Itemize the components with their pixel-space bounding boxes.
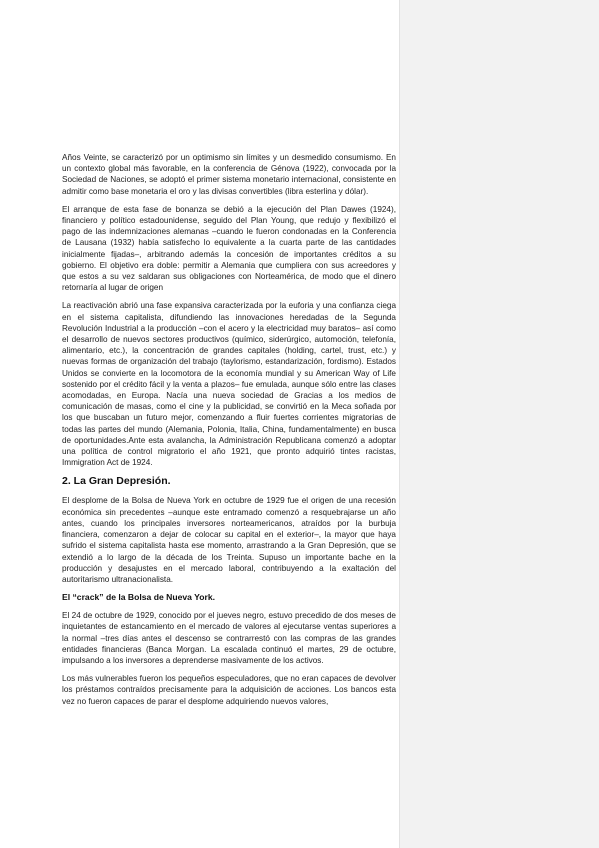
comment-pane: [399, 0, 599, 848]
document-body: [62, 152, 396, 714]
paragraph-desplome-bolsa: El desplome de la Bolsa de Nueva York en octubre de 1929 fue el origen de una recesión económica sin precedentes –aunque este entramado comenzó a resquebrajarse un año antes, cuando los principales inversores norteamericanos, atraídos por la burbuja financiera, comenzaron a dejar de colocar su capital en el exterior–, la mayor que haya sufrido el sistema capitalista hasta ese momento, arrastrando a la Gran Depresión, que se extendió a lo largo de la década de los Treinta. Supuso un importante bache en la producción y desajustes en el mercado laboral, contribuyendo a la exaltación del autoritarismo ultranacionalista.: [62, 496, 396, 584]
section-heading-gran-depresion: 2. La Gran Depresión.: [62, 475, 171, 488]
paragraph-anos-veinte: Años Veinte, se caracterizó por un optimismo sin límites y un desmedido consumismo. En un contexto global más favorable, en la conferencia de Génova (1922), convocada por la Sociedad de Naciones, se adoptó el primer sistema monetario internacional, consistente en admitir como base monetaria el oro y las divisas convertibles (libra esterlina y dólar).: [62, 153, 396, 196]
paragraph-reactivacion: La reactivación abrió una fase expansiva caracterizada por la euforia y una confianza ciega en el sistema capitalista, difundiendo las innovaciones heredadas de la Segunda Revolución Industrial a la producción –con el acero y la electricidad muy baratos– así como el desarrollo de nuevos sectores productivos (químico, siderúrgico, automoción, telefonía, alimentario, etc.), la concentración de grandes capitales (holding, cartel, trust, etc.) y nuevas formas de organización del trabajo (taylorismo, estandarización, fordismo). Estados Unidos se convierte en la locomotora de la economía mundial y su American Way of Life sostenido por el crédito fácil y la venta a plazos– fue emulada, aunque sólo entre las clases acomodadas, en Europa. Nacía una nueva sociedad de Gracias a los medios de comunicación de masas, como el cine y la publicidad, se convirtió en la Meca soñada por los que buscaban un futuro mejor, comenzando a fluir fuertes corrientes migratorias de todas las partes del mundo (Alemania, Polonia, Italia, China, fundamentalmente) en busca de oportunidades.Ante esta avalancha, la Administración Republicana comenzó a adoptar una política de control migratorio el año 1921, que pronto adquirió tintes racistas, Immigration Act de 1924.: [62, 301, 396, 468]
paragraph-jueves-negro: El 24 de octubre de 1929, conocido por el jueves negro, estuvo precedido de dos meses de inquietantes de estancamiento en el mercado de valores al ejecutarse ventas superiores a la normal –tres días antes el descenso se contrarrestó con las compras de las grandes entidades financieras (Banca Morgan. La escalada continuó el martes, 29 de octubre, impulsando a los inversores a deprenderse masivamente de los activos.: [62, 611, 396, 665]
paragraph-plan-dawes: El arranque de esta fase de bonanza se debió a la ejecución del Plan Dawes (1924), financiero y político estadounidense, seguido del Plan Young, que redujo y flexibilizó el pago de las indemnizaciones alemanas –cuando le fueron condonadas en la Conferencia de Lausana (1932) había satisfecho lo equivalente a la cuarta parte de las cantidades inicialmente fijadas–, arbitrando además la concesión de importantes créditos a su gobierno. El objetivo era doble: permitir a Alemania que cumpliera con sus acreedores y que estos a su vez saldaran sus obligaciones con Norteamérica, de modo que el dinero retornaría al lugar de origen: [62, 204, 396, 293]
subsection-heading-crack: El “crack” de la Bolsa de Nueva York.: [62, 592, 216, 603]
comment-pane-divider: [399, 0, 400, 848]
paragraph-vulnerables: Los más vulnerables fueron los pequeños especuladores, que no eran capaces de devolver los préstamos contraídos precisamente para la adquisición de acciones. Los bancos esta vez no fueron capaces de parar el desplome adquiriendo nuevos valores,: [62, 674, 396, 706]
